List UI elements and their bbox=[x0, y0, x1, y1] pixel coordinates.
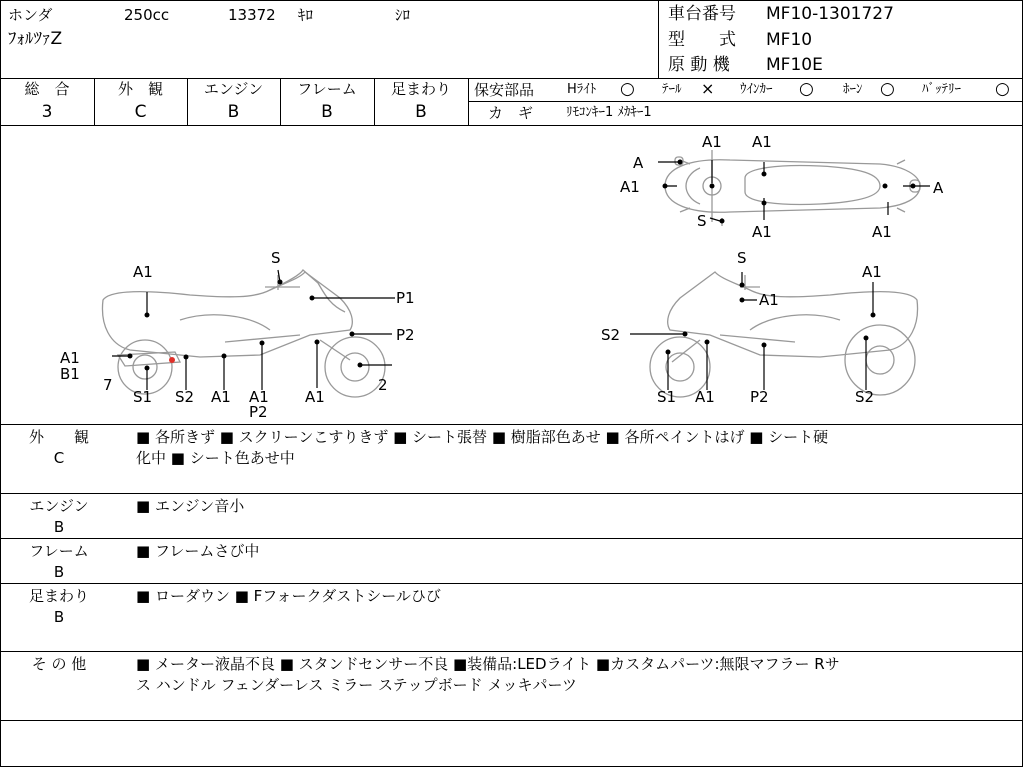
damage-code-label: A1 bbox=[133, 263, 153, 281]
overall-grade: 3 bbox=[41, 102, 53, 122]
safety-label: 保安部品 bbox=[474, 81, 535, 99]
damage-code-label: A1 bbox=[702, 133, 722, 151]
winker-label: ｳｲﾝｶｰ bbox=[740, 82, 773, 97]
note-text: ■ メーター液晶不良 ■ スタンドセンサー不良 ■装備品:LEDライト ■カスタムパーツ:無限マフラー Rサ bbox=[136, 655, 840, 673]
divider bbox=[0, 651, 1022, 652]
note-label: エンジン bbox=[29, 497, 89, 515]
note-label: 足まわり bbox=[28, 587, 89, 605]
key-label: カ ギ bbox=[488, 104, 534, 122]
damage-code-label: A1 bbox=[249, 388, 269, 406]
note-label: そ の 他 bbox=[31, 655, 87, 673]
exterior-grade: C bbox=[134, 102, 147, 122]
damage-code-label: P2 bbox=[249, 403, 268, 421]
damage-code-label: 7 bbox=[103, 376, 113, 394]
note-grade: B bbox=[53, 563, 65, 581]
damage-code-label: A1 bbox=[620, 178, 640, 196]
frame-no: MF10-1301727 bbox=[766, 4, 894, 24]
engine-grade: B bbox=[227, 102, 240, 122]
damage-code-label: S bbox=[737, 249, 747, 267]
divider bbox=[0, 583, 1022, 584]
frame-grade: B bbox=[321, 102, 333, 122]
type-label: 型 式 bbox=[668, 30, 736, 50]
engine-label: エンジン bbox=[203, 80, 264, 98]
damage-code-label: A bbox=[933, 179, 944, 197]
horn-label: ﾎｰﾝ bbox=[843, 82, 863, 97]
horn-mark: ○ bbox=[880, 79, 895, 99]
note-grade: B bbox=[53, 608, 65, 626]
key-value: ﾘﾓｺﾝｷｰ1 ﾒｶｷｰ1 bbox=[566, 105, 652, 120]
divider bbox=[0, 720, 1022, 721]
winker-mark: ○ bbox=[799, 79, 814, 99]
damage-code-label: S2 bbox=[601, 326, 621, 344]
note-grade: C bbox=[53, 449, 65, 467]
damage-diagram bbox=[0, 126, 1022, 423]
damage-code-label: 2 bbox=[378, 376, 388, 394]
battery-label: ﾊﾞｯﾃﾘｰ bbox=[922, 82, 961, 97]
color: ｼﾛ bbox=[395, 6, 411, 24]
divider bbox=[468, 78, 469, 125]
maker: ホンダ bbox=[8, 6, 53, 24]
mileage: 13372 bbox=[228, 6, 276, 24]
damage-code-label: A1 bbox=[695, 388, 715, 406]
type-value: MF10 bbox=[766, 30, 813, 50]
tail-label: ﾃｰﾙ bbox=[662, 82, 682, 97]
damage-code-label: A1 bbox=[211, 388, 231, 406]
note-text: ■ ローダウン ■ Fフォークダストシールひび bbox=[136, 587, 441, 605]
mileage-unit: ｷﾛ bbox=[298, 6, 314, 24]
displacement: 250cc bbox=[124, 6, 170, 24]
damage-code-label: A1 bbox=[752, 223, 772, 241]
scooter-left-view bbox=[102, 270, 385, 397]
note-text: ス ハンドル フェンダーレス ミラー ステップボード メッキパーツ bbox=[136, 676, 577, 694]
damage-code-label: S1 bbox=[133, 388, 153, 406]
damage-code-label: B1 bbox=[60, 365, 80, 383]
divider bbox=[0, 493, 1022, 494]
damage-code-label: A bbox=[633, 154, 644, 172]
damage-code-label: S bbox=[271, 249, 281, 267]
note-label: フレーム bbox=[29, 542, 89, 560]
engine-model-label: 原 動 機 bbox=[668, 55, 730, 75]
note-text: ■ 各所きず ■ スクリーンこすりきず ■ シート張替 ■ 樹脂部色あせ ■ 各所ペイントはげ ■ シート硬 bbox=[136, 428, 829, 446]
divider bbox=[0, 538, 1022, 539]
engine-model: MF10E bbox=[766, 55, 823, 75]
damage-code-label: A1 bbox=[752, 133, 772, 151]
damage-code-label: S bbox=[697, 212, 707, 230]
damage-code-label: P2 bbox=[396, 326, 415, 344]
divider bbox=[0, 424, 1022, 425]
damage-code-label: A1 bbox=[862, 263, 882, 281]
battery-mark: ○ bbox=[995, 79, 1010, 99]
exterior-label: 外 観 bbox=[117, 80, 163, 98]
divider bbox=[658, 0, 659, 78]
note-text: ■ フレームさび中 bbox=[136, 542, 260, 560]
damage-code-label: P1 bbox=[396, 289, 415, 307]
model-name: ﾌｫﾙﾂｧZ bbox=[8, 29, 63, 49]
damage-code-label: A1 bbox=[759, 291, 779, 309]
damage-code-label: S2 bbox=[175, 388, 195, 406]
divider bbox=[468, 101, 1022, 102]
damage-code-label: S2 bbox=[855, 388, 875, 406]
note-grade: B bbox=[53, 518, 65, 536]
damage-code-label: A1 bbox=[872, 223, 892, 241]
headlight-label: Hﾗｲﾄ bbox=[567, 82, 597, 97]
suspension-grade: B bbox=[415, 102, 427, 122]
note-text: 化中 ■ シート色あせ中 bbox=[136, 449, 295, 467]
suspension-label: 足まわり bbox=[390, 80, 451, 98]
headlight-mark: ○ bbox=[620, 79, 635, 99]
divider bbox=[0, 78, 1022, 79]
damage-code-label: P2 bbox=[750, 388, 769, 406]
overall-label: 総 合 bbox=[24, 80, 70, 98]
damage-code-label: A1 bbox=[305, 388, 325, 406]
damage-code-label: S1 bbox=[657, 388, 677, 406]
note-label: 外 観 bbox=[28, 428, 89, 446]
scooter-right-view bbox=[650, 272, 918, 397]
tail-mark: × bbox=[701, 79, 715, 98]
frame-label: フレーム bbox=[297, 80, 357, 98]
frame-no-label: 車台番号 bbox=[668, 4, 736, 24]
damage-code-label: A1 bbox=[60, 349, 80, 367]
note-text: ■ エンジン音小 bbox=[136, 497, 245, 515]
